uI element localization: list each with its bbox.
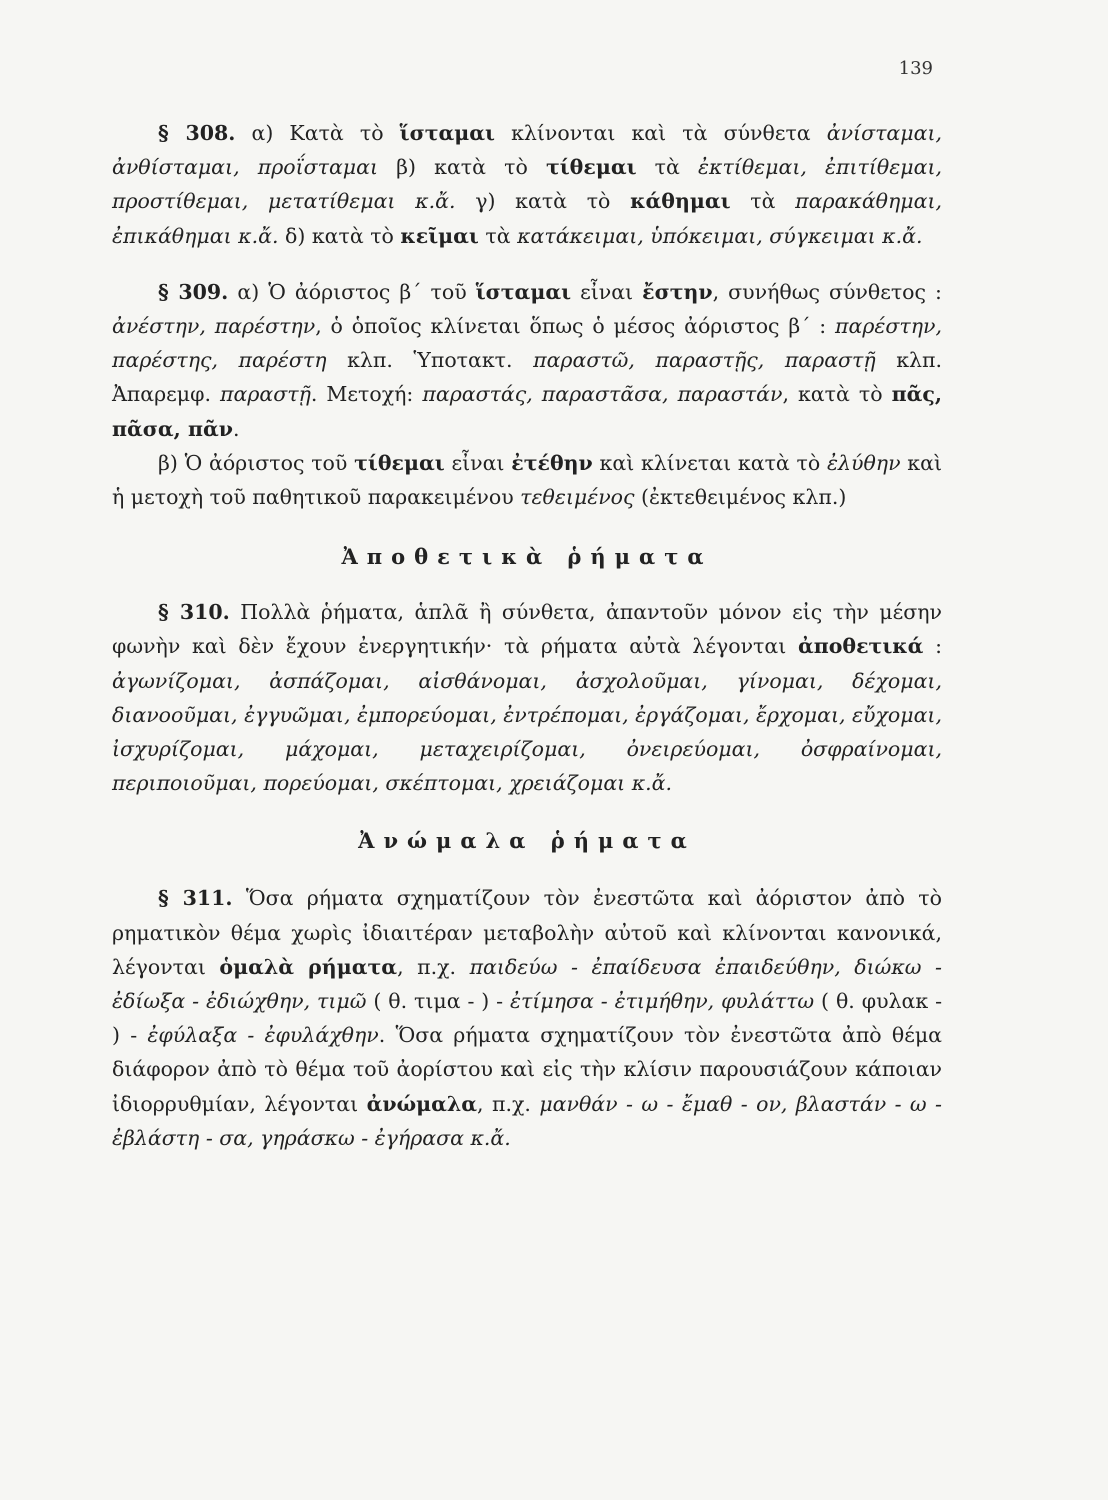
example: παραστῶ, παραστῇς, παραστῇ [533, 348, 876, 373]
text: β) Ὁ ἀόριστος τοῦ [158, 450, 355, 475]
example: ἐλύθην [826, 450, 901, 475]
text: , συνήθως σύνθετος : [712, 279, 942, 304]
heading-irregular-verbs: Ἀνώμαλα ῥήματα [358, 828, 696, 854]
text: τιμα - ) - [414, 989, 511, 1014]
text: ( θ. φυλακ - ) - [112, 989, 943, 1048]
keyword: ἀποθετικά [797, 634, 924, 659]
keyword: ἵσταμαι [475, 279, 572, 304]
example: ἐτίμησα - ἐτιμήθην, φυλάττω [510, 989, 815, 1014]
text: κλπ. Ὑποτακτ. [326, 348, 534, 373]
section-number: § 308. [158, 121, 236, 145]
keyword: ἔστην [642, 279, 713, 304]
keyword: ἐτέθην [511, 450, 593, 475]
text: , π.χ. [397, 954, 470, 979]
example: παιδεύω - ἐπαίδευσα ἐπαιδεύθην, διώκω - ἐδίωξα - ἐδιώχθην, τιμῶ [112, 954, 942, 1014]
example: κατάκειμαι, ὑπόκειμαι, σύγκειμαι κ.ἄ. [517, 223, 923, 248]
text: δ) κατὰ τὸ [278, 223, 401, 248]
example: ἀγωνίζομαι, ἀσπάζομαι, αἰσθάνομαι, ἀσχολοῦμαι, γίνομαι, δέχομαι, διανοοῦμαι, ἐγγυῶμαι, ἐμπορεύομαι, ἐντρέπομαι, ἐργάζομαι, ἔρχομαι, εὔχομαι, ἰσχυρίζομαι, μάχομαι, μεταχειρίζομαι, ὀνειρεύομαι, ὀσφραίνομαι, περιποιοῦμαι, πορεύομαι, σκέπτομαι, χρειάζομαι κ.ἄ. [112, 668, 942, 796]
text: α) Ὁ ἀόριστος β΄ τοῦ [237, 279, 476, 304]
text: . Μετοχή: [310, 382, 423, 407]
text: κλίνονται καὶ τὰ σύνθετα [494, 121, 827, 145]
text: εἶναι [571, 279, 643, 304]
section-308 [112, 116, 942, 253]
text: α) Κατὰ τὸ [251, 121, 400, 145]
text: γ) κατὰ τὸ [455, 189, 631, 214]
text: Πολλὰ ῥήματα, ἁπλᾶ ἢ σύνθετα, ἀπαντοῦν μόνον εἰς τὴν μέσην φωνὴν καὶ δὲν ἔχουν ἐνεργητικήν· τὰ ρήματα αὐτὰ λέγονται [112, 600, 942, 659]
keyword: πᾶς, πᾶσα, πᾶν [112, 382, 942, 441]
section-311 [112, 881, 942, 1155]
section-number: § 310. [158, 600, 230, 625]
text: , κατὰ τὸ [782, 382, 892, 407]
text: , π.χ. [477, 1091, 540, 1116]
example: παραστῇ [220, 382, 311, 407]
keyword: ὁμαλὰ ρήματα [219, 954, 398, 979]
text: : [923, 634, 942, 659]
example: ἀνίσταμαι, ἀνθίσταμαι, προΐσταμαι [112, 121, 942, 180]
page-number: 139 [898, 58, 933, 79]
section-number: § 311. [158, 886, 233, 911]
section-309 [112, 275, 942, 446]
text: τὰ [730, 189, 796, 214]
text: ( θ. [366, 989, 414, 1014]
keyword: τίθεμαι [545, 155, 637, 180]
section-309-b [112, 446, 942, 514]
keyword: κεῖμαι [400, 223, 479, 248]
text: εἶναι [444, 450, 512, 475]
example: ἐφύλαξα - ἐφυλάχθην [147, 1023, 379, 1048]
text: καὶ ἡ μετοχὴ τοῦ παθητικοῦ παρακειμένου [112, 450, 942, 510]
text: (ἐκτεθειμένος κλπ.) [634, 485, 847, 510]
keyword: τίθεμαι [354, 450, 445, 475]
text: κλπ. Ἀπαρεμφ. [112, 348, 943, 407]
text: τὰ [478, 223, 518, 248]
text: . [232, 416, 240, 441]
example: μανθάν - ω - ἔμαθ - ον, βλαστάν - ω - ἐβλάστη - σα, γηράσκω - ἐγήρασα κ.ἄ. [112, 1091, 942, 1150]
example: παρέστην, παρέστης, παρέστη [112, 314, 942, 373]
example: ἐκτίθεμαι, ἐπιτίθεμαι, προστίθεμαι, μετατίθεμαι κ.ἄ. [112, 155, 942, 214]
example: τεθειμένος [520, 485, 635, 510]
keyword: ἵσταμαι [399, 121, 495, 145]
example: παραστάς, παραστᾶσα, παραστάν [422, 382, 783, 407]
text: καὶ κλίνεται κατὰ τὸ [592, 450, 827, 475]
text: Ὅσα ρήματα σχηματίζουν τὸν ἐνεστῶτα καὶ ἀόριστον ἀπὸ τὸ ρηματικὸν θέμα χωρὶς ἰδιαιτέραν μεταβολὴν αὐτοῦ καὶ κλίνονται κανονικά, λέγονται [112, 886, 942, 979]
section-number: § 309. [158, 279, 229, 304]
text: β) κατὰ τὸ [378, 155, 546, 180]
keyword: ἀνώμαλα [366, 1091, 478, 1116]
heading-deponent-verbs: Ἀποθετικὰ ῥήματα [341, 544, 713, 570]
text: , ὁ ὁποῖος κλίνεται ὅπως ὁ μέσος ἀόριστος β΄ : [315, 314, 836, 339]
example: ἀνέστην, παρέστην [112, 314, 316, 339]
keyword: κάθημαι [630, 189, 731, 214]
text: τὰ [636, 155, 699, 180]
example: παρακάθημαι, ἐπικάθημαι κ.ἄ. [112, 189, 943, 248]
text: . Ὅσα ρήματα σχηματίζουν τὸν ἐνεστῶτα ἀπὸ θέμα διάφορον ἀπὸ τὸ θέμα τοῦ ἀορίστου καὶ εἰς τὴν κλίσιν παρουσιάζουν κάποιαν ἰδιορρυθμίαν, λέγονται [112, 1023, 942, 1116]
section-310 [112, 595, 942, 800]
page-content [112, 116, 942, 1155]
